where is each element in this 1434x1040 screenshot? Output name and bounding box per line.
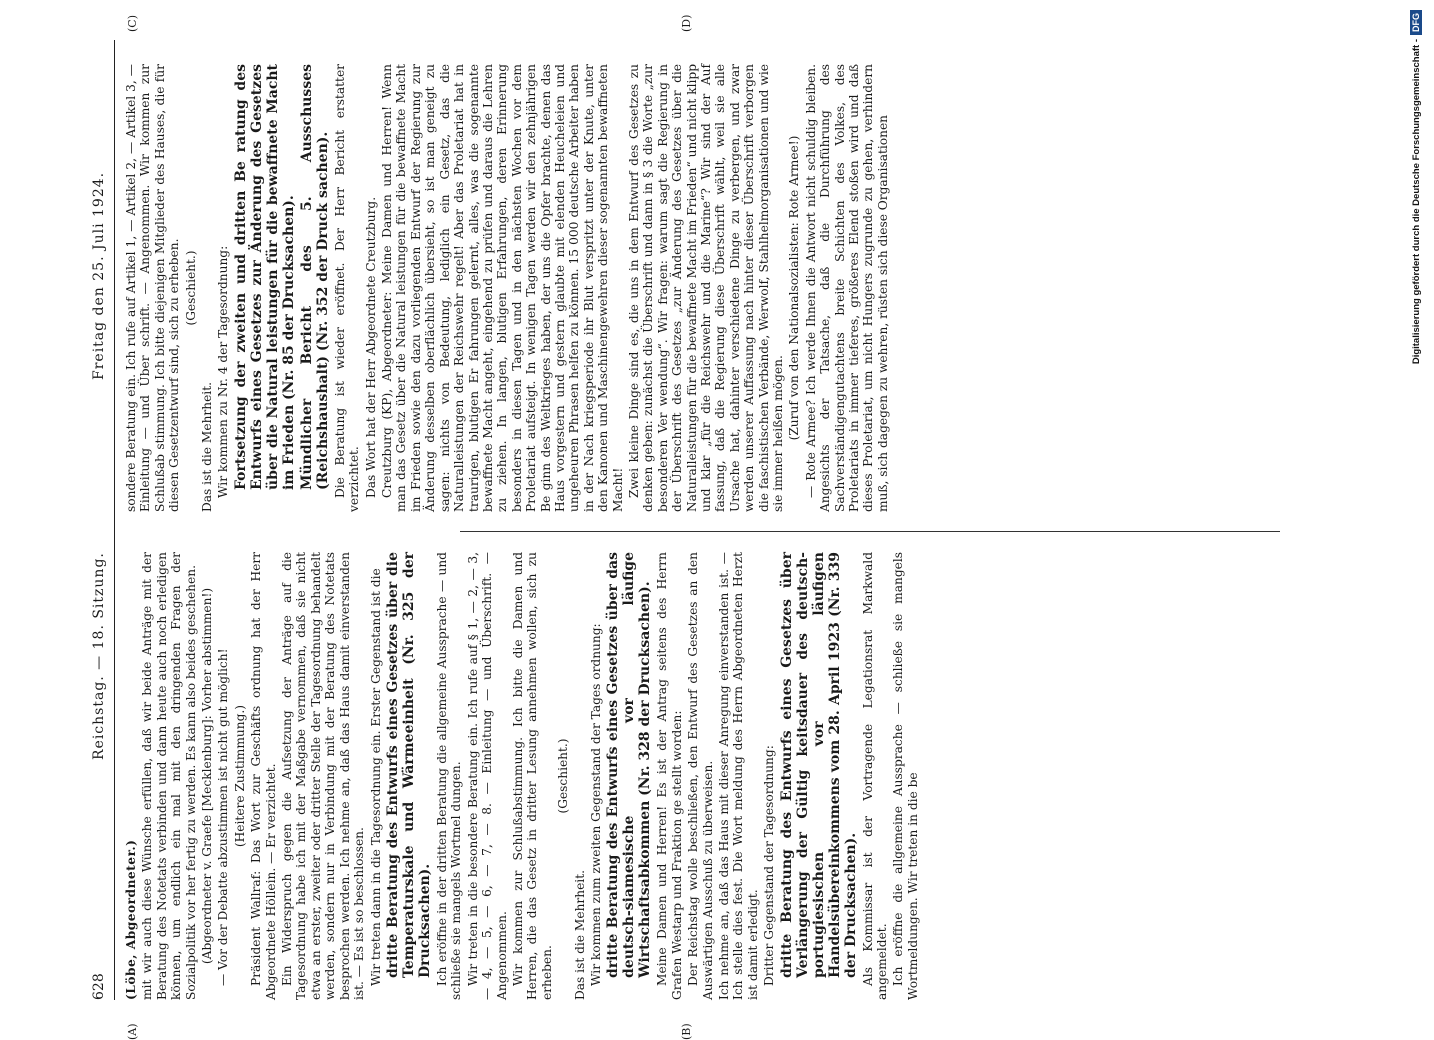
paragraph: mit wir auch diese Wünsche erfüllen, daß wir beide Anträge mit der Beratung des Notetats verbinden und dann heute auch noch erledigen können, um endlich ein mal mit den dringenden Fragen der Sozialpolitik vor her fertig zu werden. Es kann also beides geschehen. xyxy=(140,552,198,1000)
agenda-title: dritte Beratung des Entwurfs eines Gesetzes über Verlängerung der Gültig keitsdauer des deutsch-portugiesischen vor läufigen Handelsübereinkommens vom 28. April 1923 (Nr. 339 der Drucksachen). xyxy=(778,552,859,978)
dfg-logo: DFG xyxy=(1410,10,1422,35)
paragraph: Ich eröffne in der dritten Beratung die allgemeine Aussprache — und schließe sie mangels Wortmel dungen. xyxy=(434,552,464,1000)
paragraph: Das Wort hat der Herr Abgeordnete Creutzburg. xyxy=(363,196,378,498)
margin-marker-b: (B) xyxy=(680,1023,693,1040)
header-rule xyxy=(114,40,115,1000)
agenda-title: dritte Beratung des Entwurfs eines Gesetzes über die Temperaturskale und Wärmeeinheit (Nr. 325 der Drucksachen). xyxy=(384,552,433,978)
paragraph: Als Kommissar ist der Vortragende Legationsrat Markwald angemeldet. xyxy=(860,552,890,1000)
session-title: Reichstag. — 18. Sitzung. xyxy=(91,552,107,760)
interjection: (Zuruf von den Nationalsozialisten: Rote Armee!) xyxy=(787,135,802,441)
paragraph: Wir treten dann in die Tagesordnung ein. Erster Gegenstand ist die xyxy=(368,568,383,986)
paragraph: Wir kommen zum zweiten Gegenstand der Tages ordnung: xyxy=(588,623,603,986)
margin-marker-c: (C) xyxy=(126,15,139,32)
session-date: Freitag den 25. Juli 1924. xyxy=(91,171,107,380)
margin-marker-a: (A) xyxy=(126,1023,139,1040)
paragraph: Wir kommen zur Schlußabstimmung. Ich bitte die Damen und Herren, die das Gesetz in dritter Lesung annehmen wollen, sich zu erheben. xyxy=(510,552,554,1000)
page-header xyxy=(92,40,116,1000)
right-column xyxy=(124,64,892,512)
agenda-title: Fortsetzung der zweiten und dritten Be ratung des Entwurfs eines Gesetzes zur Änderung des Gesetzes über die Natural leistungen für die bewaffnete Macht im Frieden (Nr. 85 der Drucksachen). xyxy=(232,64,297,490)
digitization-credit xyxy=(1396,0,1434,1000)
paragraph: Wir kommen zu Nr. 4 der Tagesordnung: xyxy=(216,245,231,498)
agenda-title: dritte Beratung des Entwurfs eines Gesetzes über das deutsch-siamesische vor läufige Wirtschaftsabkommen (Nr. 328 der Drucksachen). xyxy=(605,552,654,978)
interjection: (Geschieht.) xyxy=(556,738,571,814)
paragraph: Präsident Wallraf: Das Wort zur Geschäfts ordnung hat der Herr Abgeordnete Höllein. — Er verzichtet. xyxy=(249,552,278,1000)
agenda-title: Mündlicher Bericht des 5. Ausschusses (Reichshaushalt) (Nr. 352 der Druck sachen). xyxy=(298,64,331,490)
interjection: (Geschieht.) xyxy=(183,250,198,326)
page-number: 628 xyxy=(91,973,107,1000)
paragraph: sondere Beratung ein. Ich rufe auf Artikel 1, — Artikel 2, — Artikel 3, — Einleitung — und Über schrift. — Angenommen. Wir kommen zur Schlußab stimmung. Ich bitte diejenigen Mitglieder des Hauses, die für diesen Gesetzentwurf sind, sich zu erheben. xyxy=(124,64,182,512)
paragraph: Zwei kleine Dinge sind es, die uns in dem Entwurf des Gesetzes zu denken geben: zunächst die Überschrift und dann in § 3 die Worte „zur besonderen Ver wendung“. Wir fragen: warum sagt die Regierung in der Überschrift des Gesetzes „zur Änderung des Gesetzes über die Naturalleistungen für die bewaffnete Macht im Frieden“ und nicht klipp und klar „für die Reichswehr und die Marine“? Wir sind der Auf fassung, daß die Regierung diese Überschrift wählt, weil sie alle Ursache hat, dahinter verschiedene Dinge zu verbergen, und zwar werden unserer Auffassung nach hinter dieser Überschrift verborgen die faschistischen Verbände, Werwolf, Stahlhelmorganisationen und wie sie immer heißen mögen. xyxy=(626,64,786,512)
left-column xyxy=(124,552,922,1000)
speech-paragraph: Creutzburg (KP), Abgeordneter: Meine Damen und Herren! Wenn man das Gesetz über die Natural leistungen für die bewaffnete Macht im Frieden sowie den dazu vorliegenden Entwurf der Regierung zur Änderung desselben oberflächlich übersieht, so ist man geneigt zu sagen: nichts von Bedeutung, lediglich ein Gesetz, das die Naturalleistungen der Reichswehr regelt! Aber das Proletariat hat in traurigen, blutigen Er fahrungen gelernt, alles, was die sogenannte bewaffnete Macht angeht, eingehend zu prüfen und daraus die Lehren zu ziehen. In langen, blutigen Erfahrungen, deren Erinnerung besonders in diesen Tagen und in den nächsten Wochen vor dem Proletariat aufsteigt. In wenigen Tagen werden wir den zehnjährigen Be ginn des Weltkrieges haben, der uns die Opfer brachte, denen das Haus vorgestern und gestern glaubte mit elenden Heucheleien und ungeheuren Phrasen helfen zu können. 15 000 deutsche Arbeiter haben in der Nach kriegsperiode ihr Blut verspritzt unter der Knute, unter den Kanonen und Maschinengewehren dieser sogenannten bewaffneten Macht! xyxy=(380,64,625,512)
paragraph: Der Reichstag wolle beschließen, den Entwurf des Gesetzes an den Auswärtigen Ausschuß zu überweisen. xyxy=(686,552,715,1000)
digitization-credit-text xyxy=(1410,10,1422,990)
paragraph: — Rote Armee? Ich werde Ihnen die Antwort nicht schuldig bleiben. Angesichts der Tatsache, daß die Durchführung des Sachverständigengutachtens breite Schichten des Volkes, des Proletariats in immer tieferes, größeres Elend stoßen wird und daß dieses Proletariat, um nicht Hungers zugrunde zu gehen, verhindern muß, sich dagegen zu wehren, rüsten sich diese Organisationen xyxy=(803,64,890,512)
interjection: (Abgeordneter v. Graefe [Mecklenburg]: Vorher abstimmen!) xyxy=(200,587,215,965)
speaker-head: (Löbe, Abgeordneter.) xyxy=(124,839,138,1000)
paragraph: Das ist die Mehrheit. xyxy=(572,870,587,1000)
credit-text: Digitalisierung gefördert durch die Deutsche Forschungsgemeinschaft - xyxy=(1410,39,1422,365)
column-divider xyxy=(460,531,1280,532)
paragraph: Wir treten in die besondere Beratung ein. Ich rufe auf § 1, — 2, — 3, — 4, — 5, — 6, — 7, — 8. — Einleitung — und Überschrift. — Angenommen. xyxy=(465,552,509,1000)
paragraph: Ich nehme an, daß das Haus mit dieser Anregung einverstanden ist. — Ich stelle dies fest. Die Wort meldung des Herrn Abgeordneten Herzt ist damit erledigt. xyxy=(717,552,760,1000)
paragraph: Ich eröffne die allgemeine Aussprache — schließe sie mangels Wortmeldungen. Wir treten in die be xyxy=(891,552,920,1000)
margin-marker-d: (D) xyxy=(680,14,693,32)
paragraph: Die Beratung ist wieder eröffnet. Der Herr Bericht erstatter verzichtet. xyxy=(332,64,362,512)
paragraph: Meine Damen und Herren! Es ist der Antrag seitens des Herrn Grafen Westarp und Fraktion ge stellt worden: xyxy=(655,552,684,1000)
paragraph: — Vor der Debatte abzustimmen ist nicht gut möglich! xyxy=(216,648,231,986)
paragraph: Dritter Gegenstand der Tagesordnung: xyxy=(762,745,777,986)
rotated-document-page xyxy=(80,14,1280,1040)
paragraph: Das ist die Mehrheit. xyxy=(200,382,215,512)
paragraph: Ein Widerspruch gegen die Aufsetzung der Anträge auf die Tagesordnung habe ich mit der Maßgabe vernommen, daß sie nicht etwa an erster, zweiter oder dritter Stelle der Tagesordnung behandelt werden, sondern nur in Verbindung mit der Beratung des Notetats besprochen werden. Ich nehme an, daß das Haus damit einverstanden ist. — Es ist so beschlossen. xyxy=(280,552,367,1000)
interjection: (Heitere Zustimmung.) xyxy=(232,704,247,848)
